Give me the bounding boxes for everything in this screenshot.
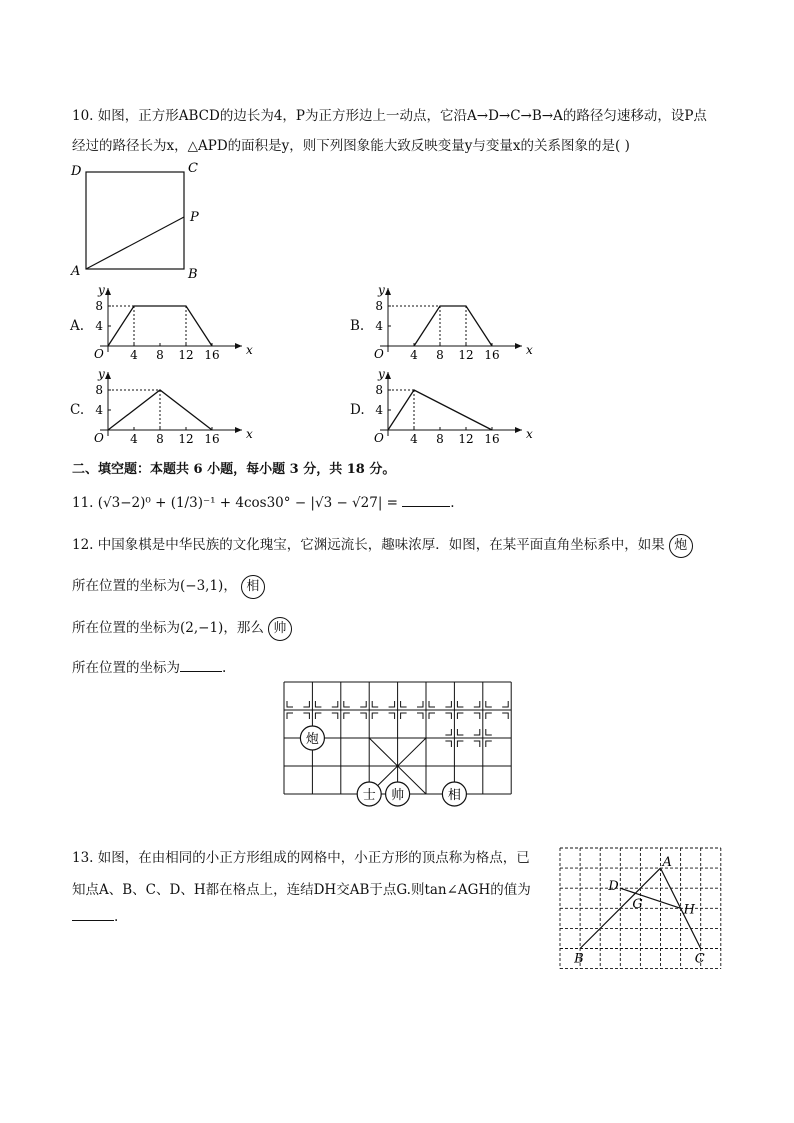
x-tick-label: 4	[130, 432, 138, 446]
x-tick-label: 8	[156, 432, 164, 446]
position-marker	[457, 729, 463, 735]
label-D: D	[71, 164, 82, 179]
y-axis-arrow	[385, 372, 391, 379]
q12-text2: 所在位置的坐标为(−3,1)，	[72, 578, 237, 594]
y-tick-label: 4	[95, 403, 103, 417]
origin-label: O	[374, 431, 384, 445]
y-tick-label: 8	[95, 383, 103, 397]
y-tick-label: 4	[375, 319, 383, 333]
position-marker	[332, 713, 338, 719]
y-tick-label: 8	[375, 383, 383, 397]
piece-pao-label: 炮	[305, 732, 319, 747]
x-tick-label: 12	[178, 348, 194, 362]
position-marker	[474, 713, 480, 719]
q12-suffix: .	[222, 660, 227, 676]
chess-board	[276, 676, 526, 811]
x-tick-label: 8	[436, 432, 444, 446]
q13-line3	[72, 908, 118, 925]
q12-answer-blank[interactable]	[180, 659, 222, 672]
position-marker	[287, 701, 293, 707]
position-marker	[445, 741, 451, 747]
x-axis-label: x	[246, 427, 253, 441]
x-axis-arrow	[515, 343, 522, 349]
y-axis-label: y	[98, 368, 105, 381]
q13-grid-figure	[552, 840, 732, 972]
position-marker	[389, 713, 395, 719]
x-tick-label: 12	[178, 432, 194, 446]
position-marker	[429, 701, 435, 707]
piece-xiang-inline: 相	[241, 575, 265, 599]
y-axis-arrow	[385, 288, 391, 295]
q11-answer-blank[interactable]	[402, 494, 450, 507]
x-tick-label: 12	[458, 348, 474, 362]
position-marker	[445, 729, 451, 735]
option-b-label: B.	[350, 318, 365, 334]
position-marker	[445, 701, 451, 707]
x-tick-label: 8	[436, 348, 444, 362]
y-tick-label: 8	[95, 299, 103, 313]
option-c-label: C.	[70, 402, 85, 418]
y-axis-label: y	[98, 284, 105, 297]
position-marker	[372, 713, 378, 719]
position-marker	[360, 713, 366, 719]
position-marker	[303, 701, 309, 707]
q13-suffix: .	[114, 909, 119, 925]
position-marker	[474, 701, 480, 707]
q11-expr: (√3−2)⁰ + (1/3)⁻¹ + 4cos30° − |√3 − √27| =	[97, 495, 398, 511]
position-marker	[332, 701, 338, 707]
label-C: C	[188, 161, 198, 176]
section2-title: 二、填空题：本题共 6 小题，每小题 3 分，共 18 分。	[72, 462, 396, 477]
y-axis-arrow	[105, 372, 111, 379]
point-label-A: A	[662, 855, 672, 871]
piece-shuai-label: 帅	[391, 788, 405, 803]
x-axis-arrow	[235, 427, 242, 433]
piece-pao-inline: 炮	[669, 534, 693, 558]
q12-line2	[72, 574, 265, 599]
point-label-B: B	[574, 951, 584, 967]
origin-label: O	[374, 347, 384, 361]
position-marker	[401, 713, 407, 719]
piece-shi-label: 士	[362, 788, 376, 803]
position-marker	[303, 713, 309, 719]
x-tick-label: 4	[130, 348, 138, 362]
x-axis-arrow	[235, 343, 242, 349]
y-tick-label: 4	[375, 403, 383, 417]
option-b-graph	[364, 284, 534, 366]
y-axis-label: y	[378, 284, 385, 297]
x-axis-label: x	[246, 343, 253, 357]
point-label-C: C	[694, 951, 705, 967]
point-label-H: H	[683, 902, 695, 918]
x-tick-label: 4	[410, 348, 418, 362]
label-P: P	[190, 210, 199, 225]
position-marker	[287, 713, 293, 719]
x-tick-label: 16	[484, 432, 500, 446]
q12-text3: 所在位置的坐标为(2,−1)，那么	[72, 620, 264, 636]
q12-line3	[72, 616, 292, 641]
position-marker	[429, 713, 435, 719]
x-tick-label: 16	[204, 348, 220, 362]
position-marker	[486, 729, 492, 735]
option-d-label: D.	[350, 402, 365, 418]
option-d-graph	[364, 368, 534, 450]
position-marker	[486, 713, 492, 719]
q12-line1	[72, 533, 693, 558]
position-marker	[315, 701, 321, 707]
position-marker	[486, 741, 492, 747]
position-marker	[474, 729, 480, 735]
q13-answer-blank[interactable]	[72, 908, 114, 921]
position-marker	[457, 701, 463, 707]
graph-line	[388, 390, 492, 430]
position-marker	[486, 701, 492, 707]
q13-line2: 知点A、B、C、D、H都在格点上，连结DH交AB于点G.则tan∠AGH的值为	[72, 882, 531, 898]
q12-text1: 12. 中国象棋是中华民族的文化瑰宝，它渊远流长，趣味浓厚．如图，在某平面直角坐标系中，如果	[72, 537, 665, 553]
y-tick-label: 8	[375, 299, 383, 313]
graph-line	[414, 306, 492, 346]
q13-line1: 13. 如图，在由相同的小正方形组成的网格中，小正方形的顶点称为格点，已	[72, 850, 530, 866]
x-axis-label: x	[526, 427, 533, 441]
q10-line2: 经过的路径长为x，△APD的面积是y，则下列图象能大致反映变量y与变量x的关系图象的是( )	[72, 138, 630, 154]
position-marker	[315, 713, 321, 719]
q12-line4	[72, 656, 226, 676]
option-a-label: A.	[70, 318, 85, 334]
label-A: A	[71, 264, 81, 279]
position-marker	[372, 701, 378, 707]
x-tick-label: 16	[204, 432, 220, 446]
x-tick-label: 8	[156, 348, 164, 362]
option-a-graph	[84, 284, 254, 366]
q11	[72, 494, 455, 511]
position-marker	[417, 701, 423, 707]
option-c-graph	[84, 368, 254, 450]
origin-label: O	[94, 431, 104, 445]
piece-shuai-inline: 帅	[268, 617, 292, 641]
origin-label: O	[94, 347, 104, 361]
position-marker	[474, 741, 480, 747]
position-marker	[401, 701, 407, 707]
x-axis-label: x	[526, 343, 533, 357]
x-axis-arrow	[515, 427, 522, 433]
point-label-D: D	[608, 879, 619, 895]
position-marker	[457, 741, 463, 747]
position-marker	[445, 713, 451, 719]
piece-xiang-label: 相	[447, 788, 461, 803]
position-marker	[389, 701, 395, 707]
q11-prefix: 11.	[72, 495, 98, 511]
x-tick-label: 12	[458, 432, 474, 446]
position-marker	[344, 701, 350, 707]
graph-line	[108, 306, 212, 346]
position-marker	[457, 713, 463, 719]
x-tick-label: 4	[410, 432, 418, 446]
q12-text4: 所在位置的坐标为	[72, 660, 180, 676]
point-label-G: G	[632, 897, 643, 913]
y-tick-label: 4	[95, 319, 103, 333]
y-axis-label: y	[378, 368, 385, 381]
position-marker	[502, 713, 508, 719]
position-marker	[360, 701, 366, 707]
y-axis-arrow	[105, 288, 111, 295]
position-marker	[344, 713, 350, 719]
position-marker	[417, 713, 423, 719]
x-tick-label: 16	[484, 348, 500, 362]
label-B: B	[188, 267, 198, 282]
q10-square-figure	[66, 158, 216, 283]
q10-line1: 10. 如图，正方形ABCD的边长为4，P为正方形边上一动点，它沿A→D→C→B→A的路径匀速移动，设P点	[72, 108, 707, 124]
q11-suffix: .	[450, 495, 455, 511]
position-marker	[502, 701, 508, 707]
